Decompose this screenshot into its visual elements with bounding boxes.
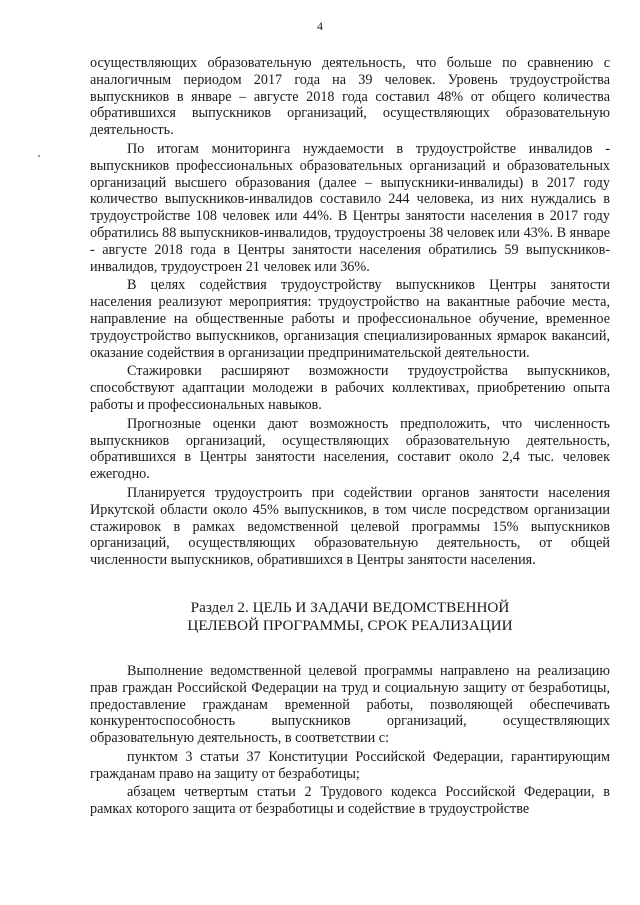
section-heading-line-2: ЦЕЛЕВОЙ ПРОГРАММЫ, СРОК РЕАЛИЗАЦИИ (187, 616, 513, 634)
section-heading-line-1: Раздел 2. ЦЕЛЬ И ЗАДАЧИ ВЕДОМСТВЕННОЙ (190, 598, 510, 616)
body-text (90, 55, 610, 820)
paragraph: пунктом 3 статьи 37 Конституции Российской Федерации, гарантирующим гражданам право на защиту от безработицы; (90, 748, 610, 782)
paragraph: Выполнение ведомственной целевой программы направлено на реализацию прав граждан Российской Федерации на труд и социальную защиту от безработицы, предоставление гражданам временной работы, позволяющей обеспечивать конкурентоспособность выпускников организаций, осуществляющих образовательную деятельность, в соответствии с: (90, 662, 610, 747)
page-number: 4 (317, 19, 323, 33)
paragraph: осуществляющих образовательную деятельность, что больше по сравнению с аналогичным периодом 2017 года на 39 человек. Уровень трудоустройства выпускников в январе – августе 2018 года составил 48% от общего количества обратившихся выпускников организаций, осуществляющих образовательную деятельность. (90, 55, 610, 139)
paragraph: Прогнозные оценки дают возможность предположить, что численность выпускников организаций, осуществляющих образовательную деятельность, обратившихся в Центры занятости населения, составит около 2,4 тыс. человек ежегодно. (90, 415, 610, 483)
paragraph: По итогам мониторинга нуждаемости в трудоустройстве инвалидов - выпускников профессиональных образовательных организаций и образовательных организаций высшего образования (далее – выпускники-инвалиды) в 2017 году количество выпускников-инвалидов составило 244 человека, из них нуждались в трудоустройстве 108 человек или 44%. В Центры занятости населения в 2017 году обратились 88 выпускников-инвалидов, трудоустроены 38 человек или 43%. В январе - августе 2018 года в Центры занятости населения обратились 59 выпускников-инвалидов, трудоустроен 21 человек или 36%. (90, 140, 611, 275)
paragraph: В целях содействия трудоустройству выпускников Центры занятости населения реализуют мероприятия: трудоустройство на вакантные рабочие места, направление на общественные работы и профессиональное обучение, временное трудоустройство выпускников, организация специализированных ярмарок вакансий, оказание содействия в организации предпринимательской деятельности. (90, 277, 610, 361)
paragraph: Планируется трудоустроить при содействии органов занятости населения Иркутской области около 45% выпускников, в том числе посредством организации стажировок в рамках ведомственной целевой программы 15% выпускников организаций, осуществляющих образовательную деятельность, от общей численности выпускников, обратившихся в Центры занятости населения. (90, 484, 610, 569)
paragraph: Стажировки расширяют возможности трудоустройства выпускников, способствуют адаптации молодежи в рабочих коллективах, приобретению опыта работы и профессиональных навыков. (90, 363, 610, 413)
paragraph: абзацем четвертым статьи 2 Трудового кодекса Российской Федерации, в рамках которого защита от безработицы и содействие в трудоустройстве (90, 784, 610, 818)
scan-speck (38, 155, 40, 157)
section-heading (90, 599, 610, 635)
